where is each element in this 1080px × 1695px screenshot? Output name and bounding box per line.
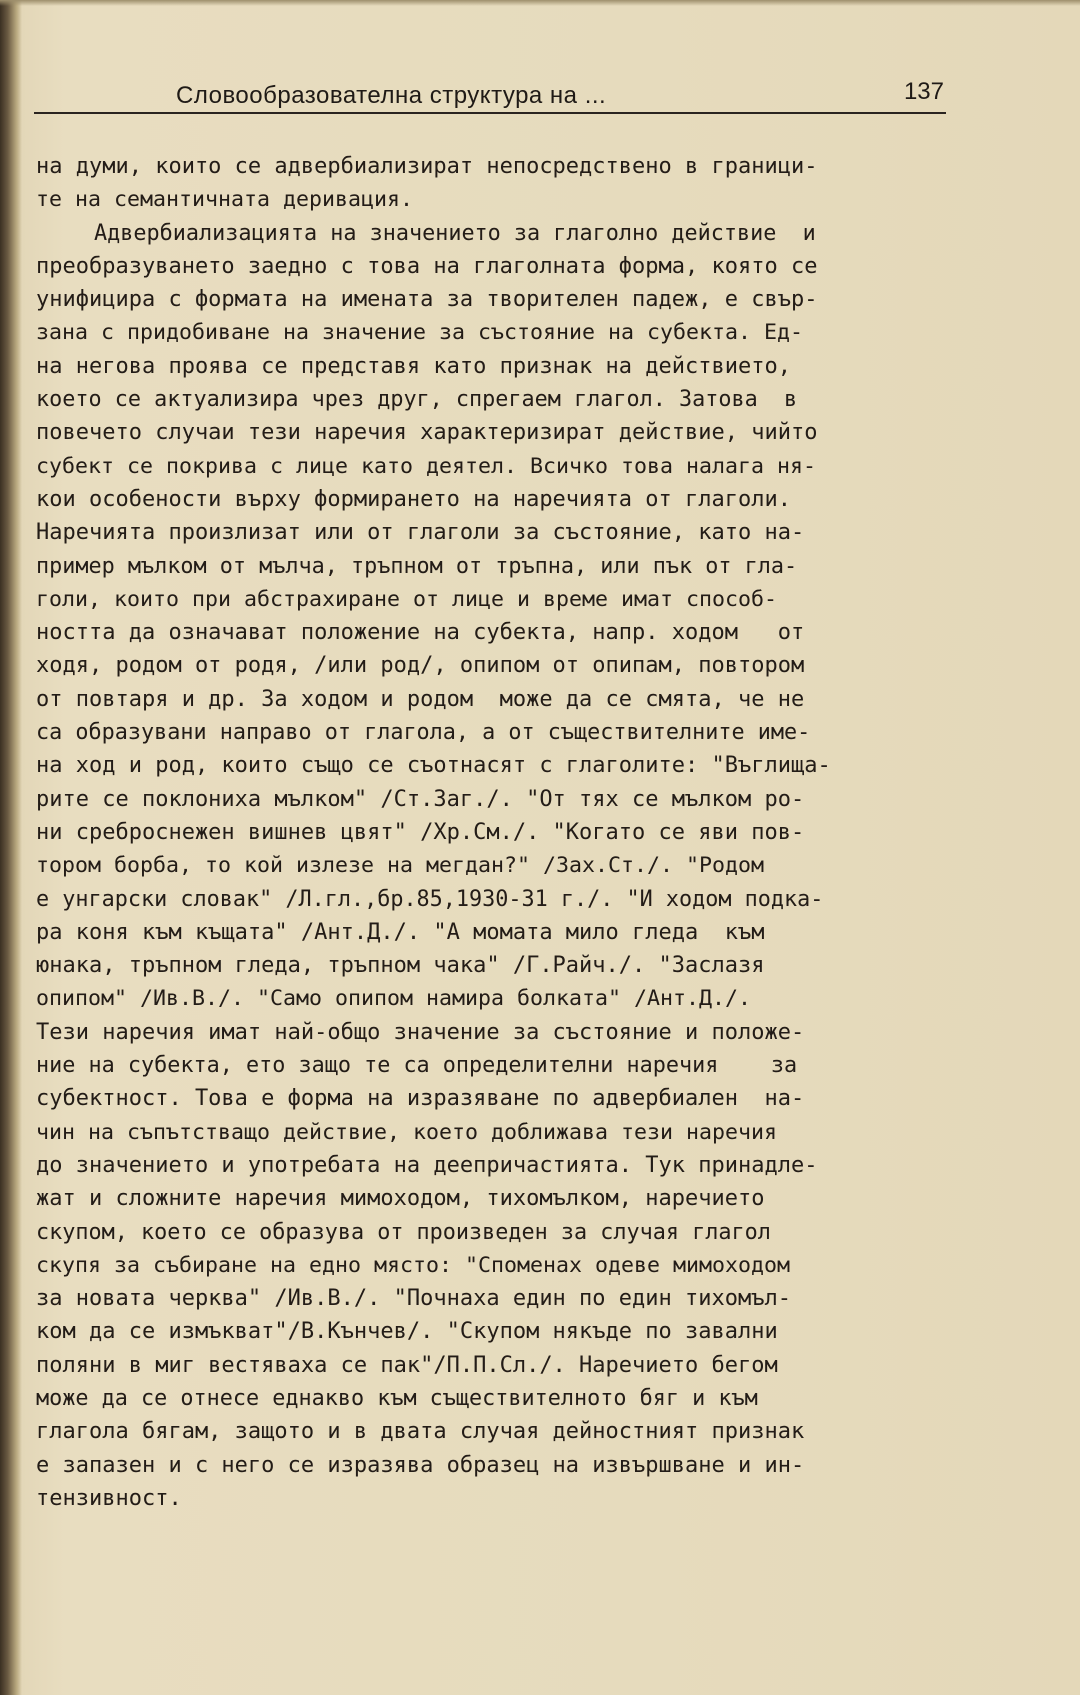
text-line: може да се отнесе еднакво към съществителното бяг и към [36,1385,758,1411]
text-line: юнака, тръпном гледа, тръпном чака" /Г.Райч./. "Заслазя [36,953,765,979]
text-line: кои особености върху формирането на наречията от глаголи. [36,486,791,512]
text-line: за новата черква" /Ив.В./. "Почнаха един по един тихомъл- [36,1286,791,1312]
text-line: скупя за събиране на едно място: "Споменах одеве мимоходом [36,1252,791,1278]
text-line: ността да означават положение на субекта, напр. ходом от [36,620,805,646]
text-line: субектност. Това е форма на изразяване по адвербиален на- [36,1086,805,1112]
text-line: субект се покрива с лице като деятел. Всичко това налага ня- [36,453,817,479]
running-header-title: Словообразователна структура на ... [176,82,607,109]
text-line: ком да се измъкват"/В.Кънчев/. "Скупом някъде по завални [36,1319,778,1345]
text-line: преобразуването заедно с това на глаголната форма, която се [36,253,818,279]
text-line: са образувани направо от глагола, а от съществителните име- [36,720,811,746]
paragraph-start-line: Адвербиализацията на значението за глаголно действие и [94,220,816,246]
text-line: на думи, които се адвербиализират непосредствено в граници- [36,154,818,179]
text-line: ра коня към къщата" /Ант.Д./. "А момата мило гледа към [36,919,765,945]
page-top-edge [0,0,1080,6]
text-line: Тези наречия имат най-общо значение за състояние и положе- [36,1019,805,1045]
book-binding-shadow [0,0,22,1695]
text-line: тором борба, то кой излезе на мегдан?" /Зах.Ст./. "Родом [36,853,765,879]
text-line: е запазен и с него се изразява образец на извършване и ин- [36,1452,805,1478]
text-line: което се актуализира чрез друг, спрегаем глагол. Затова в [36,387,798,413]
text-line: зана с придобиване на значение за състояние на субекта. Ед- [36,320,804,346]
text-line: от повтаря и др. За ходом и родом може да се смята, че не [36,686,805,712]
text-line: глагола бягам, защото и в двата случая дейностният признак [36,1419,805,1445]
text-line: ни среброснежен вишнев цвят" /Хр.См./. "Когато се яви пов- [36,819,805,845]
text-line: чин на съпътстващо действие, което доближава тези наречия [36,1119,778,1145]
running-header [34,72,946,114]
page-number: 137 [903,78,944,105]
text-line: е унгарски словак" /Л.гл.,бр.85,1930-31 г./. "И ходом подка- [36,886,824,912]
text-line: на ход и род, които също се съотнасят с глаголите: "Въглища- [36,753,831,779]
text-line: ходя, родом от родя, /или род/, опипом от опипам, повтором [36,653,805,679]
text-line: поляни в миг вестяваха се пак"/П.П.Сл./. Наречието бегом [36,1352,778,1378]
body-text [36,150,966,1515]
text-line: тензивност. [36,1485,182,1511]
text-line: голи, които при абстрахиране от лице и време имат способ- [36,586,778,612]
text-line: унифицира с формата на имената за творителен падеж, е свър- [36,287,818,313]
text-line: скупом, което се образува от произведен за случая глагол [36,1219,771,1245]
text-line: до значението и употребата на деепричастията. Тук принадле- [36,1152,818,1178]
text-line: на негова проява се представя като признак на действието, [36,353,791,379]
text-line: жат и сложните наречия мимоходом, тихомълком, наречието [36,1186,765,1212]
text-line: ние на субекта, ето защо те са определителни наречия за [36,1053,798,1079]
text-line: рите се поклониха мълком" /Ст.Заг./. "От тях се мълком ро- [36,786,805,812]
text-line: Наречията произлизат или от глаголи за състояние, като на- [36,520,805,546]
text-line: опипом" /Ив.В./. "Само опипом намира болката" /Ант.Д./. [36,986,752,1012]
text-line: пример мълком от мълча, тръпном от тръпна, или пък от гла- [36,553,798,579]
text-line: те на семантичната деривация. [36,187,414,213]
text-line: повечето случаи тези наречия характеризират действие, чийто [36,420,818,446]
